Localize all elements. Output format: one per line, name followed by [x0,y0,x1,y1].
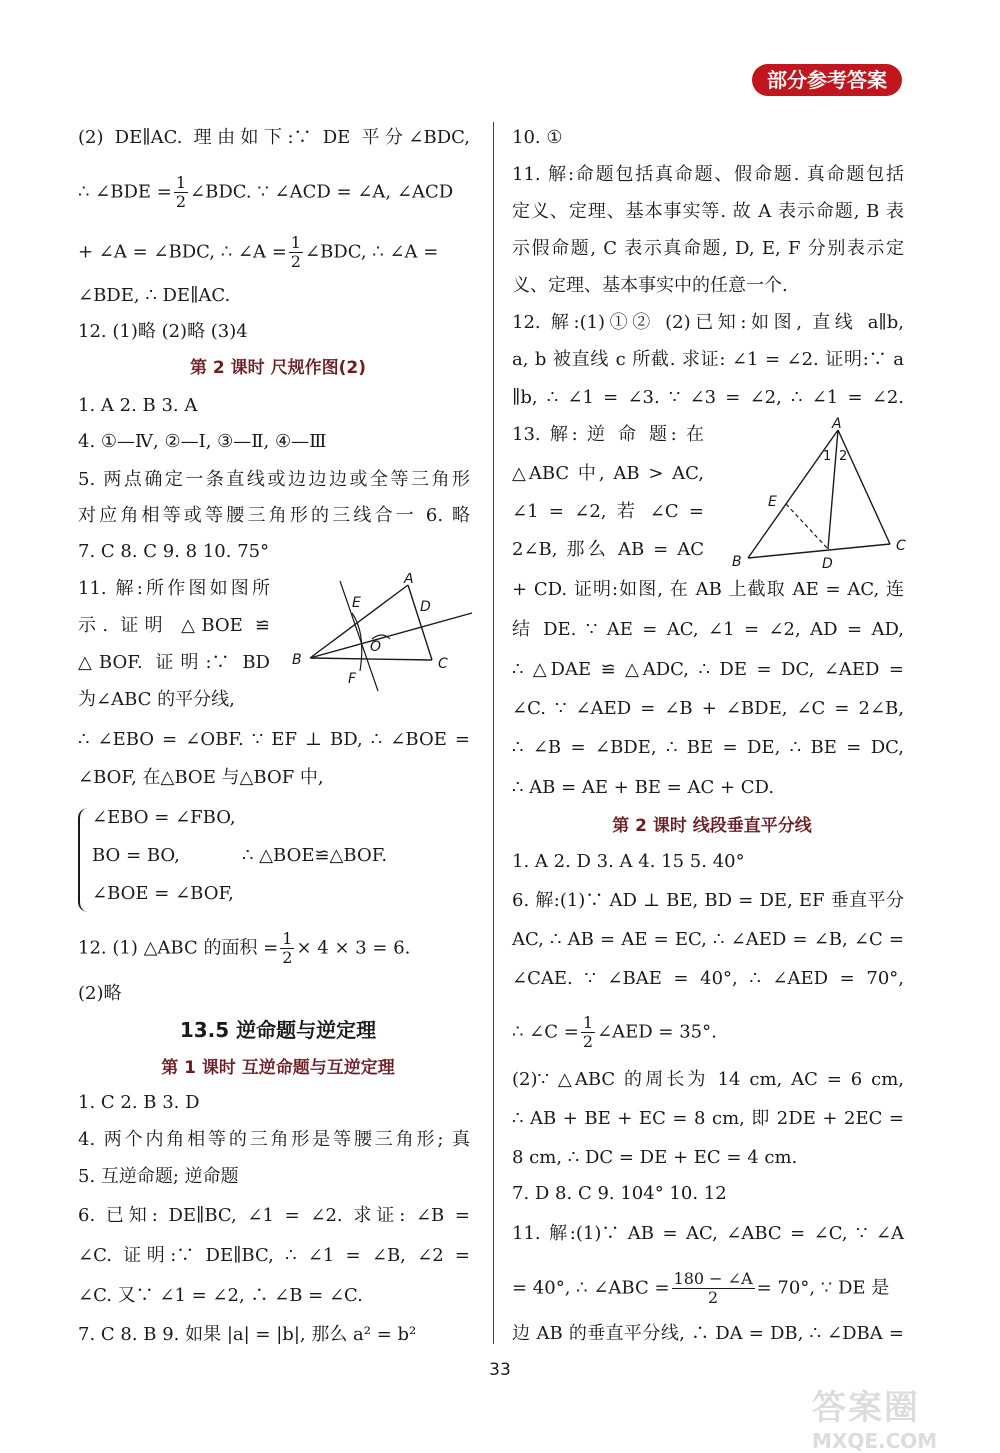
answer-line: ∠C. ∵ ∠AED = ∠B + ∠BDE, ∠C = 2∠B, [512,698,904,719]
answer-line: 6. 解:(1)∵ AD ⊥ BE, BD = DE, EF 垂直平分 [512,890,904,911]
answer-line: ∠BOF, 在△BOE 与△BOF 中, [78,767,324,788]
answer-line: 示. 证明 △BOE ≌ [78,615,270,636]
answer-line: 5. 互逆命题; 逆命题 [78,1166,239,1187]
answer-line: 示假命题, C 表示真命题, D, E, F 分别表示定 [512,238,904,259]
watermark-logo: 答案圈 MXQE.COM [812,1388,938,1453]
label-b: B [732,554,742,570]
answer-line-fraction: + ∠A = ∠BDC, ∴ ∠A = $\frac{1}{2}$ ∠BDC, ∴ ∠A = [78,233,439,271]
triangle-abc-figure [726,416,912,572]
answer-line: 13. 解: 逆 命 题: 在 [512,424,704,445]
answer-line: ∠1 = ∠2, 若 ∠C = [512,501,704,522]
answer-line: 11. 解:(1)∵ AB = AC, ∠ABC = ∠C, ∵ ∠A [512,1223,904,1244]
fraction: $\frac{1}{2}$ [175,173,187,211]
section-heading: 13.5 逆命题与逆定理 [179,1018,377,1042]
answer-line-fraction: ∴ ∠C = $\frac{1}{2}$ ∠AED = 35°. [512,1013,717,1051]
answer-line: 6. 已知: DE∥BC, ∠1 = ∠2. 求证: ∠B = [78,1205,470,1226]
answer-line: 7. C 8. B 9. 如果 |a| = |b|, 那么 a² = b² [78,1324,417,1345]
answer-line: ∠BDE, ∴ DE∥AC. [78,285,231,306]
answer-line: ∴ ∠B = ∠BDE, ∴ BE = DE, ∴ BE = DC, [512,737,904,758]
column-divider [493,122,494,1344]
fraction: $\frac{1}{2}$ [290,233,301,271]
fraction: $\frac{180 - \angle A}{2}$ [673,1269,753,1307]
label-c: C [438,656,448,672]
answer-line: + CD. 证明:如图, 在 AB 上截取 AE = AC, 连 [512,579,904,600]
answer-line: ∴ ∠EBO = ∠OBF. ∵ EF ⊥ BD, ∴ ∠BOE = [78,729,470,750]
answer-line: 1. A 2. D 3. A 4. 15 5. 40° [512,851,745,872]
bisector-bd [310,613,472,658]
answer-line-fraction: 12. (1) △ABC 的面积 = $\frac{1}{2}$ × 4 × 3 = 6. [78,929,411,967]
condition-line: BO = BO, [92,845,180,866]
answer-line: 11. 解:命题包括真命题、假命题. 真命题包括 [512,164,904,185]
condition-line: ∠BOE = ∠BOF, [92,883,234,904]
answer-line: 4. 两个内角相等的三角形是等腰三角形; 真 [78,1129,470,1150]
answer-line: 5. 两点确定一条直线或边边边或全等三角形 [78,469,470,490]
answer-line: 11. 解:所作图如图所 [78,578,270,599]
answer-line: 10. ① [512,127,563,148]
side-bc [310,658,432,660]
answer-line: 12. (1)略 (2)略 (3)4 [78,321,248,342]
lesson-subheading: 第 1 课时 互逆命题与互逆定理 [161,1058,395,1078]
side-bc [748,544,890,558]
answer-line: (2) DE∥AC. 理由如下:∵ DE 平分∠BDC, [78,127,470,148]
answer-line: 12. 解:(1)①② (2)已知:如图, 直线 a∥b, [512,312,904,333]
answer-line: 7. D 8. C 9. 104° 10. 12 [512,1183,727,1204]
lesson-subheading: 第 2 课时 尺规作图(2) [190,358,366,378]
answer-line-fraction: ∴ ∠BDE = $\frac{1}{2}$ ∠BDC. ∵ ∠ACD = ∠A, ∠ACD [78,173,454,211]
page-number: 33 [489,1360,511,1380]
answer-line: 8 cm, ∴ DC = DE + EC = 4 cm. [512,1147,798,1168]
condition-conclusion: ∴ △BOE≌△BOF. [242,845,388,866]
answer-line: 为∠ABC 的平分线, [78,689,235,710]
answer-line: 2∠B, 那么 AB = AC [512,539,704,560]
answer-line-fraction: = 40°, ∴ ∠ABC = $\frac{180 - \angle A}{2}$ = 70°, ∵ DE 是 [512,1269,890,1307]
answer-line: 结 DE. ∵ AE = AC, ∠1 = ∠2, AD = AD, [512,619,904,640]
answer-line: 义、定理、基本事实中的任意一个. [512,275,788,296]
segment-ad [828,430,838,549]
answer-line: 7. C 8. C 9. 8 10. 75° [78,541,270,562]
fraction: $\frac{1}{2}$ [282,929,293,967]
answer-line: a, b 被直线 c 所截. 求证: ∠1 = ∠2. 证明:∵ a [512,349,904,370]
bisector-construction-figure [290,573,475,698]
answer-line: AC, ∴ AB = AE = EC, ∴ ∠AED = ∠B, ∠C = [512,929,904,950]
label-b: B [292,652,302,668]
label-d: D [420,599,431,615]
label-e: E [768,494,777,510]
side-ac [408,585,432,660]
side-ac [838,430,890,544]
answer-line: (2)∵ △ABC 的周长为 14 cm, AC = 6 cm, [512,1069,904,1090]
answer-line: △BOF. 证明:∵ BD [78,652,270,673]
answer-line: 1. C 2. B 3. D [78,1092,200,1113]
answer-line: ∥b, ∴ ∠1 = ∠3. ∵ ∠3 = ∠2, ∴ ∠1 = ∠2. [512,387,904,408]
answer-line: ∴ AB + BE + EC = 8 cm, 即 2DE + 2EC = [512,1108,904,1129]
label-d: D [822,556,833,572]
answer-line: 边 AB 的垂直平分线, ∴ DA = DB, ∴ ∠DBA = [512,1323,904,1344]
answer-line: ∴ AB = AE + BE = AC + CD. [512,777,775,798]
label-o: O [370,639,382,655]
section-badge: 部分参考答案 [752,64,902,96]
answer-line: 定义、定理、基本事实等. 故 A 表示命题, B 表 [512,201,904,222]
lesson-subheading: 第 2 课时 线段垂直平分线 [612,816,812,836]
answer-line: △ABC 中, AB > AC, [512,463,704,484]
answer-line: 对应角相等或等腰三角形的三线合一 6. 略 [78,505,470,526]
answer-line: ∴ △DAE ≌ △ADC, ∴ DE = DC, ∠AED = [512,659,904,680]
segment-de [786,504,828,549]
answer-line: ∠C. 证明:∵ DE∥BC, ∴ ∠1 = ∠B, ∠2 = [78,1245,470,1266]
answer-line: ∠C. 又∵ ∠1 = ∠2, ∴ ∠B = ∠C. [78,1285,363,1306]
condition-line: ∠EBO = ∠FBO, [92,807,236,828]
answer-line: 4. ①—Ⅳ, ②—Ⅰ, ③—Ⅱ, ④—Ⅲ [78,431,327,452]
label-c: C [896,538,906,554]
label-e: E [352,595,361,611]
label-f: F [348,671,357,687]
label-a: A [404,573,414,587]
fraction: $\frac{1}{2}$ [582,1013,594,1051]
system-brace [78,808,90,912]
answer-line: 1. A 2. B 3. A [78,395,198,416]
label-angle-1: 1 [823,449,832,464]
answer-line: ∠CAE. ∵ ∠BAE = 40°, ∴ ∠AED = 70°, [512,968,904,989]
answer-line: (2)略 [78,983,122,1004]
label-a: A [832,416,842,432]
label-angle-2: 2 [839,449,848,464]
